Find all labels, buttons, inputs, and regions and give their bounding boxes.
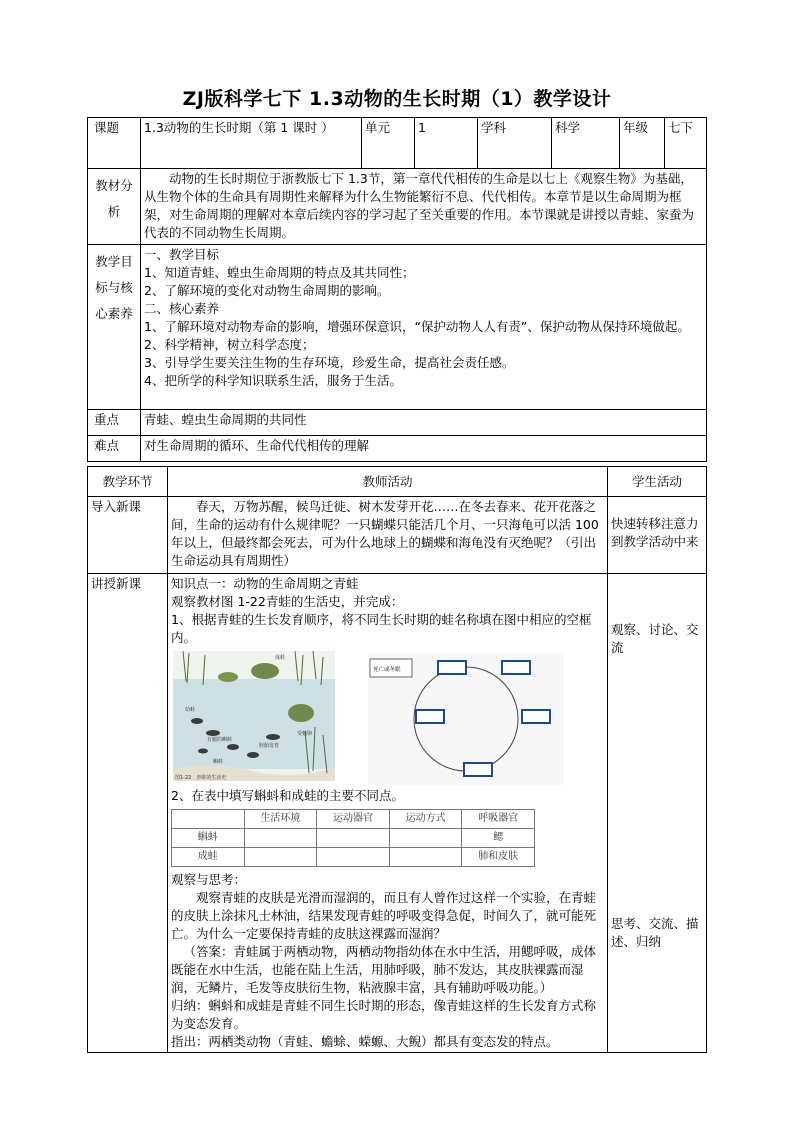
label-analysis: 教材分析 bbox=[88, 169, 141, 245]
think-text: 观察青蛙的皮肤是光滑而湿润的，而且有人曾作过这样一个实验，在青蛙的皮肤上涂抹凡士林油，结果发现青蛙的呼吸变得急促，时间久了，就可能死亡。为什么一定要保持青蛙的皮肤这裸露而湿润？ bbox=[171, 890, 597, 941]
header-student: 学生活动 bbox=[608, 467, 707, 497]
unit-value: 1 bbox=[415, 118, 478, 169]
analysis-text: 动物的生长时期位于浙教版七下 1.3节，第一章代代相传的生命是以七上《观察生物》为基础，从生物个体的生命具有周期性来解释为什么生物能繁衍不息、代代相传。本章节是以生命周期为框架，对生命周期的理解对本章后续内容的学习起了至关重要的作用。本节课就是讲授以青蛙、家蚕为代表的不同动物生长周期。 bbox=[141, 169, 707, 245]
new-teacher-cell bbox=[168, 574, 608, 1053]
goal-line: 2、科学精神，树立科学态度； bbox=[144, 337, 315, 352]
goal-line: 2、了解环境的变化对动物生命周期的影响。 bbox=[144, 283, 390, 298]
blank-box bbox=[464, 763, 492, 776]
figure-caption: 图1-22 青蛙的生活史 bbox=[175, 775, 227, 781]
mini-header bbox=[172, 810, 245, 829]
new-student-cell bbox=[608, 574, 707, 1053]
mini-header: 生活环境 bbox=[244, 810, 317, 829]
key-value: 青蛙、蝗虫生命周期的共同性 bbox=[141, 410, 707, 436]
goal-line: 一、教学目标 bbox=[144, 247, 220, 262]
difficulty-value: 对生命周期的循环、生命代代相传的理解 bbox=[141, 436, 707, 462]
cycle-start-label: 死亡或冬眠 bbox=[373, 667, 401, 673]
blank-box bbox=[522, 710, 550, 723]
figure-label: 有腿的蝌蚪 bbox=[207, 737, 233, 743]
mini-cell: 蝌蚪 bbox=[172, 829, 245, 848]
mini-header: 呼吸器官 bbox=[462, 810, 535, 829]
label-grade: 年级 bbox=[620, 118, 665, 169]
grade-value: 七下 bbox=[665, 118, 707, 169]
mini-cell bbox=[244, 848, 317, 867]
frog-life-history-image bbox=[173, 651, 335, 781]
life-cycle-diagram bbox=[368, 653, 564, 785]
goal-line: 1、了解环境对动物寿命的影响，增强环保意识，“保护动物人人有责”、保护动物从保持环境做起。 bbox=[144, 319, 690, 334]
blank-box bbox=[502, 661, 530, 674]
mini-cell bbox=[244, 829, 317, 848]
blank-box bbox=[438, 661, 466, 674]
page-title: ZJ版科学七下 1.3动物的生长时期（1）教学设计 bbox=[182, 88, 612, 110]
mini-cell bbox=[317, 829, 390, 848]
mini-header: 运动方式 bbox=[389, 810, 462, 829]
think-title: 观察与思考： bbox=[171, 872, 247, 887]
figure-label: 成蛙 bbox=[275, 655, 286, 661]
goals-cell bbox=[141, 245, 707, 410]
goal-line: 4、把所学的科学知识联系生活，服务于生活。 bbox=[144, 373, 402, 388]
goal-line: 1、知道青蛙、蝗虫生命周期的特点及其共同性； bbox=[144, 265, 415, 280]
mini-cell: 成蛙 bbox=[172, 848, 245, 867]
answer-text: （答案：青蛙属于两栖动物，两栖动物指幼体在水中生活，用鳃呼吸，成体既能在水中生活，也能在陆上生活，用肺呼吸，肺不发达，其皮肤裸露而湿润，无鳞片，毛发等皮肤衍生物，粘液腺丰富，具有辅助呼吸功能。） bbox=[171, 944, 597, 995]
label-unit: 单元 bbox=[362, 118, 415, 169]
new-student-2: 思考、交流、描述、归纳 bbox=[611, 916, 699, 949]
mini-cell bbox=[389, 829, 462, 848]
new-stage: 讲授新课 bbox=[88, 574, 168, 1053]
subject-value: 科学 bbox=[552, 118, 620, 169]
mini-header: 运动器官 bbox=[317, 810, 390, 829]
label-difficulty: 难点 bbox=[88, 436, 141, 462]
task-1: 1、根据青蛙的生长发育顺序，将不同生长时期的蛙名称填在图中相应的空框内。 bbox=[171, 612, 592, 645]
figure-label: 蝌蚪 bbox=[213, 759, 224, 765]
knowledge-point: 知识点一：动物的生命周期之青蛙 bbox=[171, 576, 359, 591]
mini-cell: 鳃 bbox=[462, 829, 535, 848]
comparison-table bbox=[171, 809, 535, 867]
goal-line: 二、核心素养 bbox=[144, 301, 220, 316]
header-teacher: 教师活动 bbox=[168, 467, 608, 497]
label-subject: 学科 bbox=[478, 118, 552, 169]
summary-text: 归纳：蝌蚪和成蛙是青蛙不同生长时期的形态，像青蛙这样的生长发育方式称为变态发育。 bbox=[171, 998, 597, 1031]
observe-instruction: 观察教材图 1-22青蛙的生活史，并完成： bbox=[171, 594, 404, 609]
label-key: 重点 bbox=[88, 410, 141, 436]
figure-label: 幼蛙 bbox=[185, 707, 196, 713]
activity-table bbox=[87, 466, 707, 1053]
mini-cell bbox=[389, 848, 462, 867]
figure-label: 受精卵 bbox=[297, 731, 313, 737]
goal-line: 3、引导学生要关注生物的生存环境，珍爱生命，提高社会责任感。 bbox=[144, 355, 515, 370]
figure-area bbox=[171, 651, 604, 787]
blank-box bbox=[416, 710, 444, 723]
intro-student: 快速转移注意力到教学活动中来 bbox=[608, 497, 707, 574]
mini-cell: 肺和皮肤 bbox=[462, 848, 535, 867]
mini-cell bbox=[317, 848, 390, 867]
task-2: 2、在表中填写蝌蚪和成蛙的主要不同点。 bbox=[171, 788, 404, 803]
intro-teacher: 春天，万物苏醒，候鸟迁徙、树木发芽开花……在冬去春来、花开花落之间，生命的运动有什么规律呢？一只蝴蝶只能活几个月、一只海龟可以活 100年以上，但最终都会死去，可为什么地球上的蝴蝶和海龟没有灭绝呢？（引出生命运动具有周期性） bbox=[168, 497, 608, 574]
header-stage: 教学环节 bbox=[88, 467, 168, 497]
label-goals: 教学目标与核心素养 bbox=[88, 245, 141, 410]
topic-value: 1.3动物的生长时期（第 1 课时 ） bbox=[141, 118, 362, 169]
course-info-table bbox=[87, 117, 707, 462]
figure-label: 胚胎发育 bbox=[259, 743, 280, 749]
point-text: 指出：两栖类动物（青蛙、蟾蜍、蝾螈、大鲵）都具有变态发的特点。 bbox=[171, 1034, 559, 1049]
label-topic: 课题 bbox=[88, 118, 141, 169]
new-student-1: 观察、讨论、交流 bbox=[611, 622, 699, 655]
intro-stage: 导入新课 bbox=[88, 497, 168, 574]
